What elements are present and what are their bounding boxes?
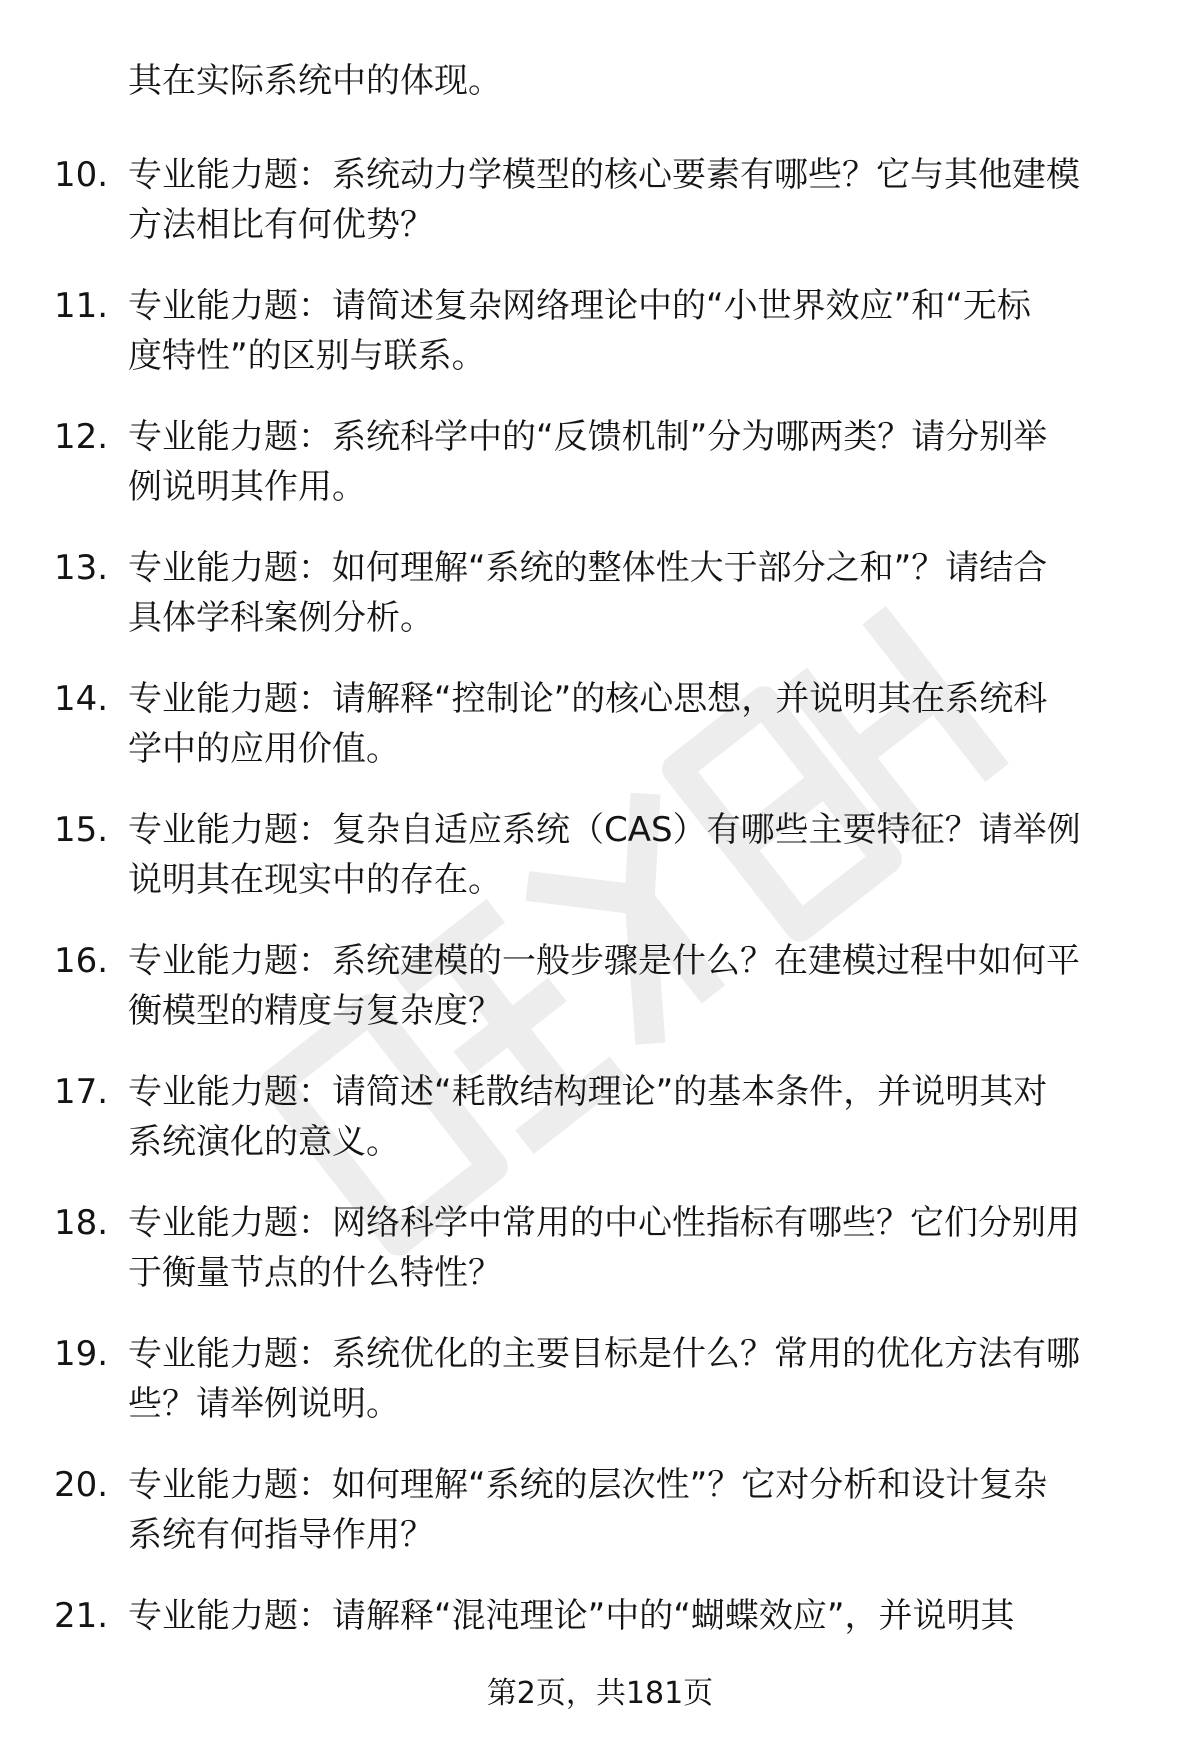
question-number: 15.	[54, 810, 109, 850]
question-number: 19.	[54, 1334, 109, 1374]
question-text	[128, 412, 1138, 512]
question-line: 学中的应用价值。	[128, 729, 400, 769]
question-item-17	[0, 1053, 1200, 1184]
question-list	[0, 136, 1200, 1708]
question-number: 12.	[54, 417, 109, 457]
question-text	[128, 543, 1138, 643]
question-number: 18.	[54, 1203, 109, 1243]
question-line: 于衡量节点的什么特性？	[128, 1253, 502, 1293]
question-line: 专业能力题：请解释“控制论”的核心思想，并说明其在系统科	[128, 679, 1048, 719]
question-item-12	[0, 398, 1200, 529]
question-line: 专业能力题：请简述复杂网络理论中的“小世界效应”和“无标	[128, 286, 1031, 326]
question-item-15	[0, 791, 1200, 922]
question-line: 专业能力题：请简述“耗散结构理论”的基本条件，并说明其对	[128, 1072, 1048, 1112]
question-text	[128, 1460, 1138, 1560]
question-text	[128, 1329, 1138, 1429]
question-number: 16.	[54, 941, 109, 981]
question-line: 系统有何指导作用？	[128, 1515, 434, 1555]
question-number: 21.	[54, 1596, 109, 1636]
question-line: 专业能力题：请解释“混沌理论”中的“蝴蝶效应”，并说明其	[128, 1596, 1015, 1636]
question-text	[128, 281, 1138, 381]
question-text	[128, 805, 1138, 905]
question-line: 具体学科案例分析。	[128, 598, 434, 638]
question-line: 衡模型的精度与复杂度？	[128, 991, 502, 1031]
question-text	[128, 674, 1138, 774]
question-text	[128, 150, 1138, 250]
question-item-13	[0, 529, 1200, 660]
question-number: 11.	[54, 286, 109, 326]
question-line: 方法相比有何优势？	[128, 205, 434, 245]
question-number: 17.	[54, 1072, 109, 1112]
question-line: 例说明其作用。	[128, 467, 366, 507]
question-line: 专业能力题：系统建模的一般步骤是什么？在建模过程中如何平	[128, 941, 1080, 981]
question-number: 10.	[54, 155, 109, 195]
question-text	[128, 1591, 1138, 1641]
question-line: 专业能力题：系统优化的主要目标是什么？常用的优化方法有哪	[128, 1334, 1080, 1374]
question-item-16	[0, 922, 1200, 1053]
question-item-11	[0, 267, 1200, 398]
question-item-10	[0, 136, 1200, 267]
question-item-18	[0, 1184, 1200, 1315]
question-line: 专业能力题：网络科学中常用的中心性指标有哪些？它们分别用	[128, 1203, 1080, 1243]
question-line: 些？请举例说明。	[128, 1384, 400, 1424]
page-footer: 第2页，共181页	[486, 1676, 714, 1711]
question-line: 专业能力题：复杂自适应系统（CAS）有哪些主要特征？请举例	[128, 810, 1081, 850]
question-line: 专业能力题：系统科学中的“反馈机制”分为哪两类？请分别举	[128, 417, 1048, 457]
question-line: 系统演化的意义。	[128, 1122, 400, 1162]
question-item-20	[0, 1446, 1200, 1577]
question-line: 专业能力题：系统动力学模型的核心要素有哪些？它与其他建模	[128, 155, 1080, 195]
question-item-19	[0, 1315, 1200, 1446]
question-line: 度特性”的区别与联系。	[128, 336, 486, 376]
question-text	[128, 1198, 1138, 1298]
question-number: 13.	[54, 548, 109, 588]
question-number: 20.	[54, 1465, 109, 1505]
question-item-14	[0, 660, 1200, 791]
question-text	[128, 936, 1138, 1036]
continuation-line: 其在实际系统中的体现。	[128, 61, 502, 101]
question-number: 14.	[54, 679, 109, 719]
question-text	[128, 1067, 1138, 1167]
question-line: 专业能力题：如何理解“系统的层次性”？它对分析和设计复杂	[128, 1465, 1048, 1505]
question-line: 专业能力题：如何理解“系统的整体性大于部分之和”？请结合	[128, 548, 1048, 588]
question-line: 说明其在现实中的存在。	[128, 860, 502, 900]
